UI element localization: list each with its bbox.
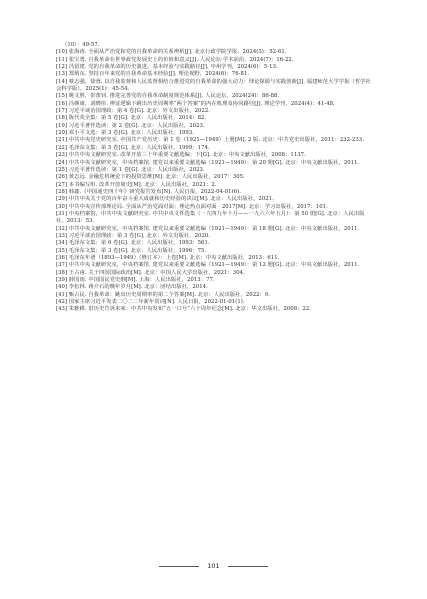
reference-item: [41] 甄占民. 自我革命：跳出历史周期率的第二个答案[M]. 北京：人民出版社，2022：9. xyxy=(56,291,271,298)
reference-item: [23] 中共中央文献研究室. 改革开放三十年重要文献选编：下[G]. 北京：中央文献出版社，2008：1137. xyxy=(56,152,306,159)
reference-item: [12] 冯留建. 党的自我革命的历史演进、基本经验与实践路径[J]. 中州学刊，2024(6)：5-13. xyxy=(56,64,278,71)
reference-item: [19] 习近平著作选读：第 2 卷[G]. 北京：人民出版社，2023. xyxy=(56,122,205,129)
reference-item: [25] 习近平著作选读：第 1 卷[G]. 北京：人民出版社，2023. xyxy=(56,166,205,173)
reference-item: [34] 毛泽东文集：第 6 卷[G]. 北京：人民出版社，1993：561. xyxy=(56,240,210,247)
reference-item: [39] 薛国雨. 中国国民党史纲[M]. 上海：人民出版社，2013：77. xyxy=(56,277,215,283)
reference-item: [33] 习近平谈治国理政：第 3 卷[G]. 北京：外文出版社，2020. xyxy=(56,232,211,239)
reference-item: [22] 毛泽东文集：第 5 卷[G]. 北京：人民出版社，1999：174. xyxy=(56,144,210,151)
reference-item: [43] 朱雅耕. 旧历史告诉未来：中共中央发布“五一口号”六十周年纪念[M]. 北京：华文出版社，2008：22. xyxy=(56,306,312,313)
reference-item: [28] 韩鑫.《中国通史四十年》研究报告发布[N]. 人民日报，2022-04-01(6). xyxy=(56,188,241,195)
reference-item: [11] 张宝勇. 自我革命在世界政党发展史上的价值和意义[J]. 人民论坛·学术前沿，2024(7)：16-22. xyxy=(56,56,294,63)
reference-item: [13] 郑炳东. 坚持百年来党的自我革命基本经验[J]. 理论视野，2024(6)：76-81. xyxy=(56,71,250,78)
footer-rule-left xyxy=(159,566,199,567)
reference-item: [15] 姚文胜，彭蕾钊. 推进完善党的自我革命制度规范体系[J]. 人民论坛，2024(24)：86-88. xyxy=(56,93,280,100)
reference-item: [38] 王占甫. 关于四国国际政治[M]. 北京：中国人民大学出版社，2021：304. xyxy=(56,269,245,276)
reference-item: （10）：49-57. xyxy=(62,42,100,48)
reference-list xyxy=(56,42,374,314)
reference-item: [18] 陈代英全集：第 5 卷[G]. 北京：人民出版社，2014：82. xyxy=(56,115,207,122)
reference-item: [24] 中共中央文献研究室，中央档案馆. 建党以来重要文献选编（1921—1949）：第 20 册[G]. 北京：中央文献出版社，2011. xyxy=(56,159,360,166)
reference-item: [37] 中共中央文献研究室，中央档案馆. 建党以来重要文献选编（1921—1949）：第 12 册[G]. 北京：中央文献出版社，2011. xyxy=(56,262,360,269)
reference-item: [36] 毛泽东年谱（1893—1949）（修订本）：上卷[M]. 北京：中央文献出版社，2013：611. xyxy=(56,254,280,261)
page-number: 101 xyxy=(207,562,220,570)
page-footer xyxy=(0,560,427,572)
reference-item: [26] 黄志远. 金融危机统论下的投资思维[M]. 北京：人民出版社，2017：305. xyxy=(56,174,245,181)
reference-item: [42] 国家主席习近平发表二〇二二年新年贺词[N]. 人民日报，2022-01-01(1). xyxy=(56,299,245,306)
reference-item: [10] 张海涛. 全面从严治党和党的自我革命的关系辨析[J]. 北京行政学院学报，2024(3)：52-61. xyxy=(56,49,287,56)
reference-item: [40] 李松林. 蒋介石的晚年岁月[M]. 北京：团结出版社，2014. xyxy=(56,284,208,291)
reference-item: [29] 中共中央关于党的百年奋斗重大成就和历史经验的决议[M]. 北京：人民出版社，2021. xyxy=(56,196,274,203)
reference-item: [32] 中共中央文献研究室，中央档案馆. 建党以来重要文献选编（1921—1949）：第 18 册[G]. 北京：中央文献出版社，2011. xyxy=(56,225,360,232)
reference-item: [17] 习近平谈治国理政：第 4 卷[G]. 北京：外文出版社，2022. xyxy=(56,108,211,115)
reference-item: [21] 中共中央党史研究室. 中国共产党历史：第 1 卷（1921—1949）上册[M]. 2 版. 北京：中共党史出版社，2011：232-233. xyxy=(56,137,364,144)
reference-item: [16] 冯颜康，刘晓彤. 辨证逻辑下跳出历史周期率“两个答案”的内在机理及协同路径[J]. 理论学刊，2024(4)：41-48. xyxy=(56,100,335,107)
reference-item: [30] 中共中央宣传部理论局. 全面从严治党面对面：理论热点面对面 · 2017[M]. 北京：学习出版社，2017：101. xyxy=(56,203,328,210)
footer-rule-right xyxy=(228,566,268,567)
reference-item: [35] 毛泽东文集：第 3 卷[G]. 北京：人民出版社，1996：75. xyxy=(56,247,207,254)
reference-item: [14] 蔡志强，徐蓉. 以自我监督和人民监督相结合推进党的自我革命的强大动力：理论探源与实践创新[J]. 福建师范大学学报（哲学社会科学版），2025(1)：45-54. xyxy=(56,78,371,93)
reference-item: [31] 中央档案馆，中共中央文献研究室. 中共中央文件选集（一九四九年十月——一九六六年五月）：第 50 册[G]. 北京：人民出版社，2013：53. xyxy=(56,210,365,225)
reference-item: [27] 本书编写组. 改革开放简史[M]. 北京：人民出版社，2021：2. xyxy=(56,181,217,188)
reference-item: [20] 邓小平文选：第 3 卷[G]. 北京：人民出版社，1993. xyxy=(56,130,194,137)
